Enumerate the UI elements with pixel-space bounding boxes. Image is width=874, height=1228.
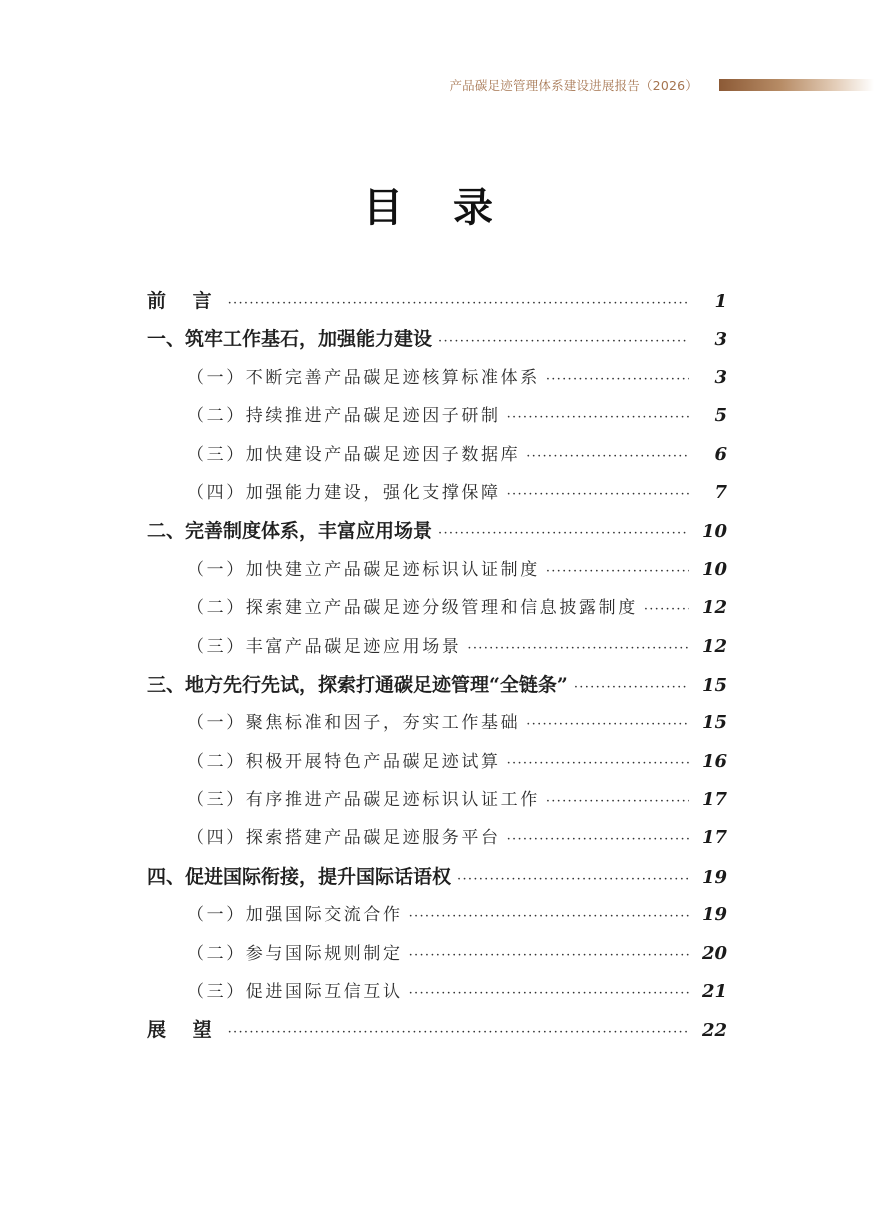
- toc-page-number: 3: [714, 329, 727, 351]
- toc-entry-section-4-2[interactable]: [147, 935, 727, 973]
- toc-entry-preface[interactable]: [147, 282, 727, 320]
- dot-leader: [574, 669, 689, 707]
- toc-page-number: 10: [701, 521, 727, 543]
- toc-page-number: 12: [701, 597, 727, 619]
- toc-entry-section-2-2[interactable]: [147, 589, 727, 627]
- dot-leader: [409, 937, 689, 975]
- dot-leader: [507, 399, 689, 437]
- toc-entry-outlook[interactable]: [147, 1011, 727, 1049]
- dot-leader: [507, 476, 689, 514]
- toc-page-number: 16: [701, 750, 727, 772]
- toc-page-number: 1: [714, 291, 727, 312]
- page-title: 目 录: [363, 184, 511, 231]
- toc-entry-label: （二）持续推进产品碳足迹因子研制: [187, 406, 501, 427]
- dot-leader: [644, 591, 689, 629]
- toc-page-number: 17: [701, 827, 727, 849]
- toc-entry-section-1-1[interactable]: [147, 359, 727, 397]
- toc-entry-label: （一）加强国际交流合作: [187, 905, 403, 926]
- toc-entry-label: （一）聚焦标准和因子，夯实工作基础: [187, 713, 521, 734]
- toc-entry-section-3-2[interactable]: [147, 743, 727, 781]
- toc-entry-label: 展 望: [147, 1019, 222, 1042]
- toc-page-number: 15: [701, 674, 727, 696]
- report-header-title: 产品碳足迹管理体系建设进展报告（2026）: [449, 78, 698, 93]
- toc-page-number: 22: [701, 1020, 727, 1042]
- toc-page-number: 6: [714, 443, 727, 465]
- toc-entry-label: （三）有序推进产品碳足迹标识认证工作: [187, 790, 540, 811]
- toc-entry-section-2[interactable]: [147, 512, 727, 550]
- toc-entry-label: （四）探索搭建产品碳足迹服务平台: [187, 828, 501, 849]
- toc-entry-label: （二）参与国际规则制定: [187, 943, 403, 964]
- toc-entry-label: （一）不断完善产品碳足迹核算标准体系: [187, 367, 540, 388]
- dot-leader: [526, 438, 689, 476]
- toc-entry-section-4-3[interactable]: [147, 973, 727, 1011]
- dot-leader: [546, 361, 689, 399]
- toc-entry-label: （二）积极开展特色产品碳足迹试算: [187, 751, 501, 772]
- toc-entry-section-1-2[interactable]: [147, 397, 727, 435]
- dot-leader: [546, 783, 689, 821]
- toc-entry-section-3-3[interactable]: [147, 781, 727, 819]
- toc-entry-section-1-4[interactable]: [147, 474, 727, 512]
- toc-entry-section-1-3[interactable]: [147, 436, 727, 474]
- toc-page-number: 19: [701, 904, 727, 926]
- dot-leader: [507, 745, 689, 783]
- toc-page-number: 7: [714, 481, 727, 503]
- dot-leader: [438, 323, 689, 361]
- toc-entry-label: 前 言: [147, 290, 222, 312]
- toc-page-number: 20: [701, 942, 727, 964]
- toc-entry-section-1[interactable]: [147, 320, 727, 358]
- dot-leader: [228, 285, 689, 323]
- toc-entry-section-4-1[interactable]: [147, 896, 727, 934]
- header-accent-bar: [719, 79, 874, 91]
- toc-entry-section-3-4[interactable]: [147, 819, 727, 857]
- toc-entry-label: （二）探索建立产品碳足迹分级管理和信息披露制度: [187, 598, 638, 619]
- toc-page-number: 17: [701, 789, 727, 811]
- toc-entry-label: 一、筑牢工作基石，加强能力建设: [147, 328, 433, 351]
- dot-leader: [457, 861, 689, 899]
- dot-leader: [409, 898, 689, 936]
- dot-leader: [546, 553, 689, 591]
- toc-entry-section-3[interactable]: [147, 666, 727, 704]
- toc-page-number: 21: [701, 981, 727, 1003]
- toc-entry-section-4[interactable]: [147, 858, 727, 896]
- toc-page-number: 5: [714, 405, 727, 427]
- toc-entry-label: （四）加强能力建设，强化支撑保障: [187, 482, 501, 503]
- toc-page-number: 15: [701, 712, 727, 734]
- dot-leader: [507, 821, 689, 859]
- table-of-contents: [147, 282, 727, 1050]
- dot-leader: [526, 706, 689, 744]
- toc-entry-label: 二、完善制度体系，丰富应用场景: [147, 520, 433, 543]
- toc-page-number: 12: [701, 635, 727, 657]
- toc-page-number: 3: [714, 366, 727, 388]
- dot-leader: [467, 630, 689, 668]
- toc-page-number: 19: [701, 866, 727, 888]
- toc-entry-label: （三）加快建设产品碳足迹因子数据库: [187, 444, 521, 465]
- dot-leader: [409, 975, 689, 1013]
- toc-entry-section-2-3[interactable]: [147, 628, 727, 666]
- toc-entry-label: 四、促进国际衔接，提升国际话语权: [147, 865, 452, 888]
- toc-entry-label: （三）促进国际互信互认: [187, 982, 403, 1003]
- toc-entry-section-2-1[interactable]: [147, 551, 727, 589]
- toc-entry-section-3-1[interactable]: [147, 704, 727, 742]
- toc-entry-label: （三）丰富产品碳足迹应用场景: [187, 636, 462, 657]
- toc-entry-label: 三、地方先行先试，探索打通碳足迹管理“全链条”: [147, 673, 568, 696]
- toc-entry-label: （一）加快建立产品碳足迹标识认证制度: [187, 559, 540, 580]
- dot-leader: [228, 1014, 689, 1052]
- toc-page-number: 10: [701, 558, 727, 580]
- dot-leader: [438, 515, 689, 553]
